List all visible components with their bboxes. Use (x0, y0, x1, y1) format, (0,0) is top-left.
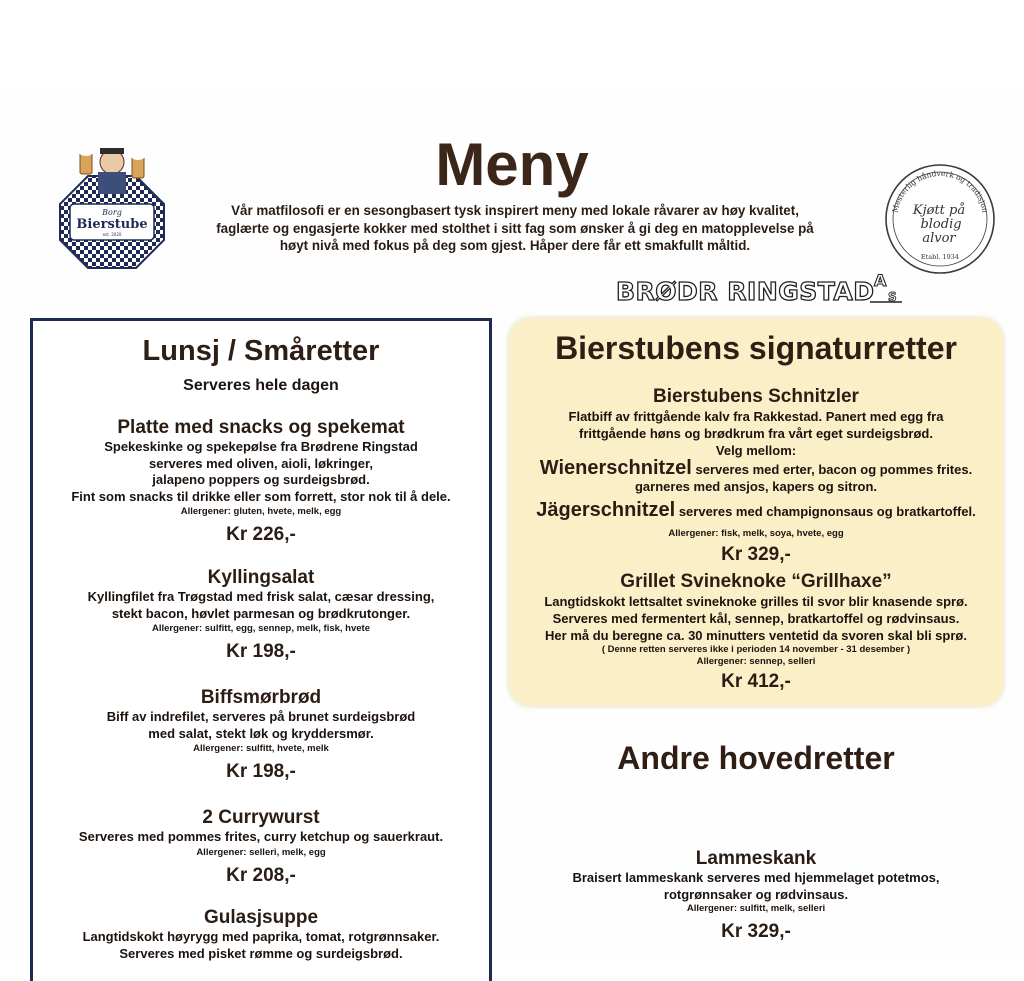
logo-right-line3: alvor (922, 231, 956, 246)
item-allergen: Allergener: sulfitt, hvete, melk (193, 743, 329, 754)
item-name: Biffsmørbrød (200, 687, 322, 708)
item-desc: Langtidskokt høyrygg med paprika, tomat, rotgrønnsaker. (82, 929, 440, 944)
item-name: 2 Currywurst (202, 807, 320, 828)
ringstad-main: BRØDR RINGSTAD (616, 277, 875, 306)
variant-desc: garneres med ansjos, kapers og sitron. (634, 479, 878, 494)
item-desc: rotgrønnsaker og rødvinsaus. (663, 886, 849, 902)
item-price: Kr 208,- (226, 864, 296, 886)
item-desc: serveres med oliven, aioli, løkringer, (149, 455, 373, 471)
item-name: Gulasjsuppe (203, 907, 319, 928)
schnitzel-variant (509, 499, 1003, 521)
item-price: Kr 329,- (721, 544, 791, 565)
ringstad-suffix: A (874, 271, 887, 290)
intro-text (170, 202, 860, 255)
brodr-ringstad-logo (612, 264, 906, 306)
page-title: Meny (435, 131, 589, 198)
item-allergen: Allergener: gluten, hvete, melk, egg (180, 506, 342, 517)
logo-right-ring: Mesterlig håndverk og tradisjon (890, 168, 990, 214)
item-price: Kr 412,- (721, 671, 791, 692)
variant-desc: serveres med champignonsaus og bratkartoffel. (675, 504, 976, 519)
item-name: Lammeskank (695, 848, 817, 869)
menu-item (33, 807, 489, 887)
item-desc: Serveres med pommes frites, curry ketchup og sauerkraut. (78, 829, 444, 844)
logo-left-line1: Borg (102, 208, 122, 217)
item-name: Kyllingsalat (207, 567, 315, 588)
item-allergen: Allergener: selleri, melk, egg (196, 846, 326, 858)
menu-item (33, 417, 489, 546)
lunch-panel (30, 318, 492, 981)
signature-title: Bierstubens signaturretter (555, 330, 957, 366)
intro-line: Vår matfilosofi er en sesongbasert tysk inspirert meny med lokale råvarer av høy kvalitet, (231, 203, 799, 218)
menu-item (509, 848, 1003, 943)
item-price: Kr 198,- (226, 641, 296, 662)
item-name: Platte med snacks og spekemat (117, 417, 405, 438)
menu-item (33, 687, 489, 783)
item-desc: Langtidskokt lettsaltet svineknoke grilles til svor blir knasende sprø. (544, 594, 968, 609)
item-allergen: Allergener: fisk, melk, soya, hvete, egg (668, 528, 844, 539)
item-desc: Kyllingfilet fra Trøgstad med frisk salat, cæsar dressing, (87, 589, 435, 604)
variant-name: Wienerschnitzel (539, 457, 692, 479)
schnitzel-variant (509, 457, 1003, 495)
menu-item (33, 907, 489, 962)
item-desc: Her må du beregne ca. 30 minutters ventetid da svoren skal bli sprø. (545, 628, 967, 643)
item-desc: stekt bacon, høvlet parmesan og brødkrutonger. (111, 605, 411, 621)
menu-item (509, 386, 1003, 459)
item-price: Kr 226,- (226, 524, 296, 545)
variant-desc: serveres med erter, bacon og pommes frites. (691, 462, 973, 477)
signature-panel (509, 318, 1003, 706)
menu-item (33, 567, 489, 663)
ringstad-suffix-sub: S (888, 290, 897, 304)
logo-left-line3: est. 2020 (102, 232, 122, 237)
item-desc: frittgående høns og brødkrum fra vårt eget surdeigsbrød. (579, 426, 933, 441)
intro-line: faglærte og engasjerte kokker med stolthet i sitt fag som ønsker å gi deg en matopplevelse på (216, 220, 814, 236)
logo-right-est: Etabl. 1934 (920, 253, 960, 261)
item-desc: Braisert lammeskank serveres med hjemmelaget potetmos, (572, 870, 940, 885)
item-desc: Biff av indrefilet, serveres på brunet surdeigsbrød (106, 709, 416, 724)
menu-item (509, 571, 1003, 668)
top-band (0, 0, 1024, 92)
lunch-subtitle: Serveres hele dagen (183, 377, 339, 394)
andre-title: Andre hovedretter (617, 740, 895, 776)
item-note: ( Denne retten serveres ikke i perioden 14 november - 31 desember ) (601, 644, 911, 655)
logo-left-line2: Bierstube (76, 217, 148, 232)
item-price: Kr 198,- (226, 761, 296, 782)
item-desc: Serveres med fermentert kål, sennep, bratkartoffel og rødvinsaus. (552, 611, 960, 626)
item-allergen: Allergener: sulfitt, egg, sennep, melk, fisk, hvete (151, 623, 371, 634)
intro-line: høyt nivå med fokus på deg som gjest. Håper dere får ett smakfullt måltid. (279, 238, 751, 253)
item-desc: Flatbiff av frittgående kalv fra Rakkestad. Panert med egg fra (568, 409, 944, 424)
item-desc: Fint som snacks til drikke eller som forrett, stor nok til å dele. (71, 488, 451, 504)
item-name: Grillet Svineknoke “Grillhaxe” (620, 571, 892, 592)
item-desc: Velg mellom: (715, 443, 797, 458)
item-desc: jalapeno poppers og surdeigsbrød. (152, 472, 370, 487)
item-desc: med salat, stekt løk og kryddersmør. (148, 725, 374, 741)
logo-right-line2: blodig (920, 217, 962, 232)
item-price: Kr 329,- (721, 921, 791, 942)
item-desc: Spekeskinke og spekepølse fra Brødrene Ringstad (104, 439, 418, 454)
variant-name: Jägerschnitzel (536, 499, 676, 521)
item-allergen: Allergener: sennep, selleri (696, 656, 816, 667)
logo-right-line1: Kjøtt på (912, 203, 966, 218)
lunch-title: Lunsj / Småretter (142, 335, 380, 367)
item-allergen: Allergener: sulfitt, melk, selleri (686, 903, 826, 914)
item-name: Bierstubens Schnitzler (653, 386, 859, 407)
item-desc: Serveres med pisket rømme og surdeigsbrød. (119, 945, 403, 961)
